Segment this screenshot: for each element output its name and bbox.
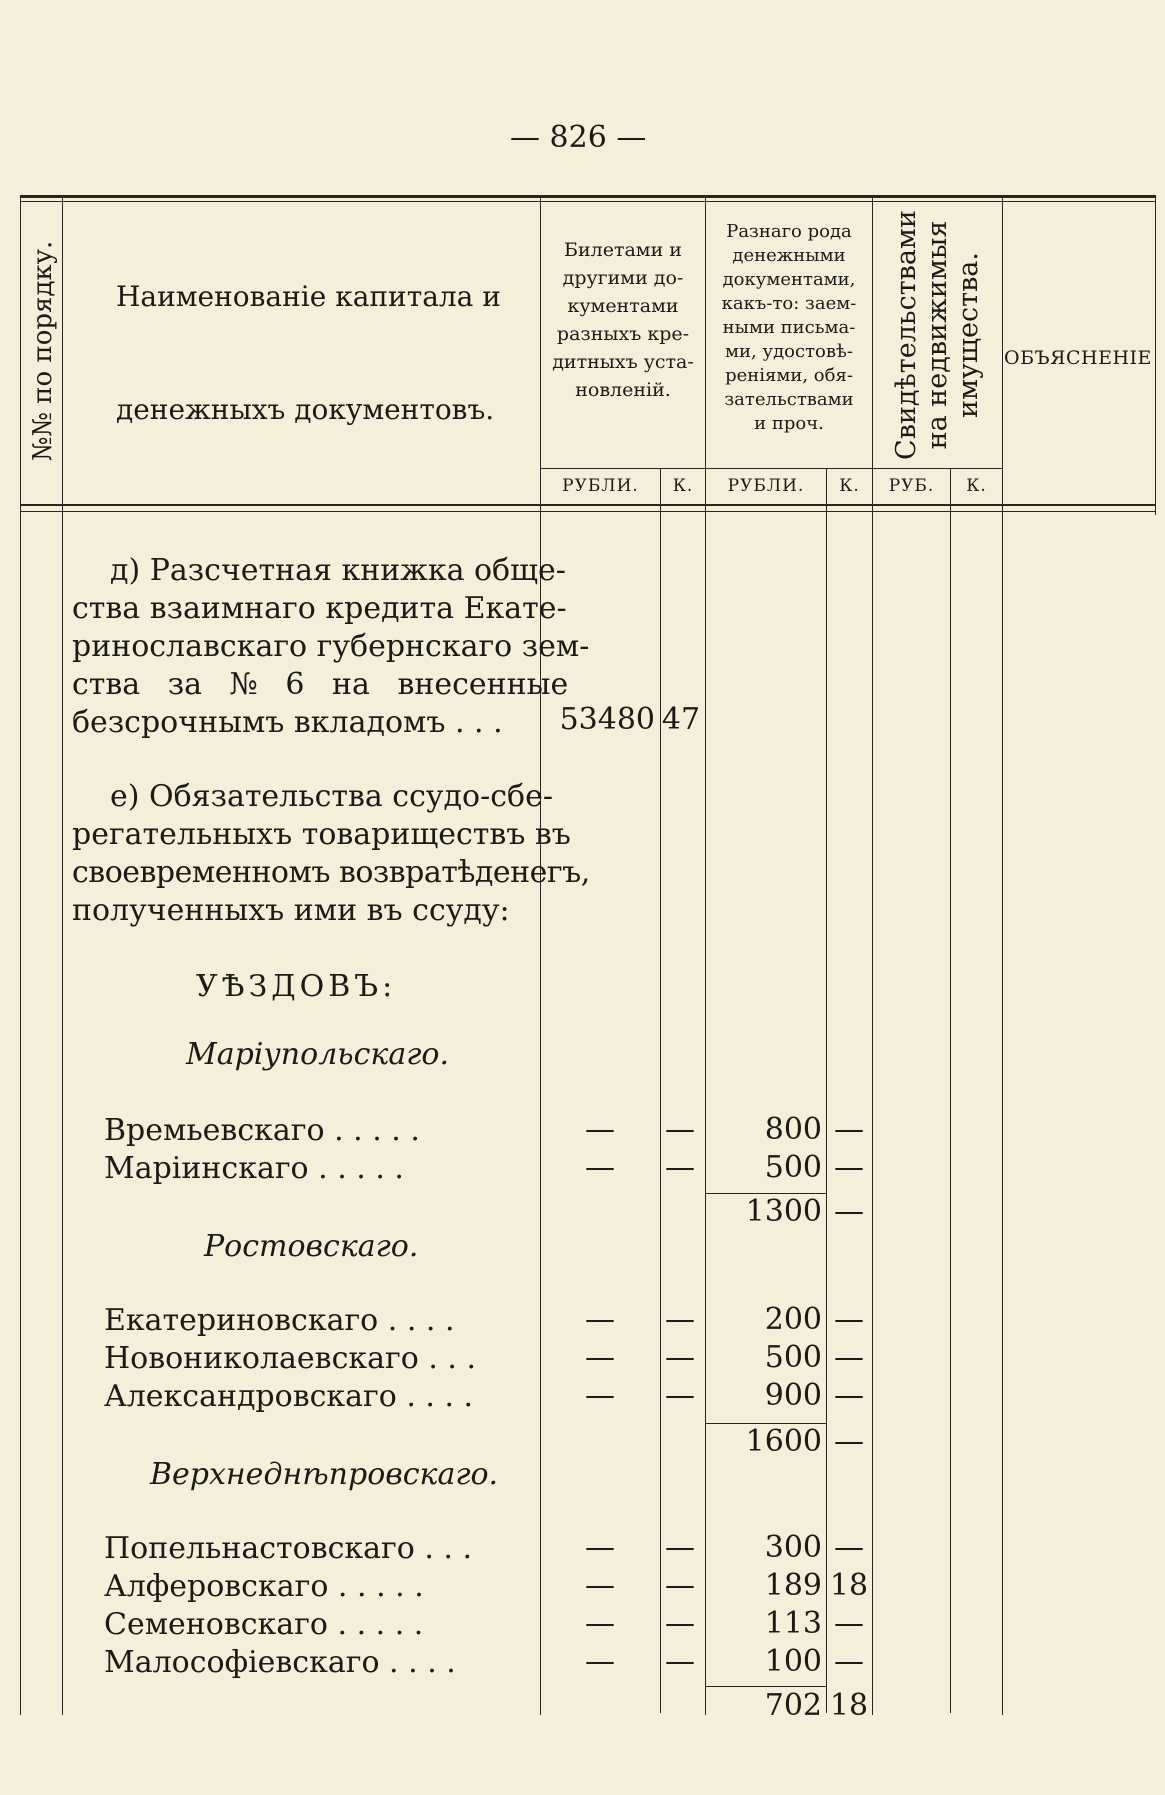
- row-c1: —: [585, 1150, 615, 1185]
- header-line: разныхъ кре-: [556, 323, 690, 345]
- header-bottom-rule: [20, 504, 1155, 506]
- group-title: Верхнеднѣпровскаго.: [150, 1457, 499, 1492]
- row-rub: 800: [764, 1112, 822, 1147]
- item-d-line: ства взаимнаго кредита Екате-: [72, 591, 567, 626]
- header-bottom-rule-thin: [20, 511, 1155, 512]
- group-title: Маріупольскаго.: [186, 1037, 449, 1072]
- group-total-rub: 702: [764, 1688, 822, 1723]
- header-col-raznago: [706, 220, 872, 436]
- row-name: Екатериновскаго . . . .: [104, 1303, 455, 1338]
- row-rub: 500: [764, 1340, 822, 1375]
- subtotal-rule: [706, 1686, 826, 1687]
- row-rub: 113: [764, 1606, 822, 1641]
- border-right: [1155, 195, 1156, 515]
- unit-k-3: К.: [966, 476, 987, 496]
- header-line: зательствами: [724, 389, 854, 410]
- item-e-line: своевременномъ возвратѣденегъ,: [72, 855, 590, 890]
- header-col-obyasnenie: ОБЪЯСНЕНІЕ: [1004, 347, 1152, 369]
- col-raznago-k-divider: [826, 468, 827, 1713]
- header-line: дитныхъ уста-: [552, 351, 694, 373]
- item-e-line: регательныхъ товариществъ въ: [72, 817, 571, 852]
- row-kop: —: [834, 1112, 864, 1147]
- item-d-line: безсрочнымъ вкладомъ . . .: [72, 705, 503, 740]
- row-rub: 500: [764, 1150, 822, 1185]
- row-c2: —: [665, 1302, 695, 1337]
- row-name: Попельнастовскаго . . .: [104, 1531, 473, 1566]
- unit-k-2: К.: [839, 476, 860, 496]
- row-rub: 200: [764, 1302, 822, 1337]
- row-rub: 189: [764, 1568, 822, 1603]
- group-title: Ростовскаго.: [204, 1229, 419, 1264]
- row-kop: —: [834, 1606, 864, 1641]
- header-line: денежными: [732, 245, 846, 266]
- row-c2: —: [665, 1644, 695, 1679]
- table-top-rule-thin: [20, 201, 1155, 202]
- row-name: Алферовскаго . . . . .: [104, 1569, 424, 1604]
- row-c1: —: [585, 1302, 615, 1337]
- row-c2: —: [665, 1378, 695, 1413]
- header-line: Разнаго рода: [726, 221, 852, 242]
- unit-row-rule: [540, 468, 1002, 469]
- item-d-kop: 47: [661, 702, 701, 737]
- row-name: Времьевскаго . . . . .: [104, 1113, 420, 1148]
- row-kop: —: [834, 1340, 864, 1375]
- row-name: Маріинскаго . . . . .: [104, 1151, 404, 1186]
- header-col-no: №№ по порядку.: [28, 240, 58, 462]
- header-col-name-line2: денежныхъ документовъ.: [116, 393, 495, 426]
- unit-k-1: К.: [672, 476, 694, 496]
- row-name: Александровскаго . . . .: [104, 1379, 474, 1414]
- item-d-line: ства за № 6 на внесенные: [72, 667, 569, 702]
- row-rub: 100: [764, 1644, 822, 1679]
- unit-rubli-1: РУБЛИ.: [562, 476, 639, 496]
- row-kop: —: [834, 1378, 864, 1413]
- row-c2: —: [665, 1112, 695, 1147]
- group-total-kop: —: [834, 1424, 864, 1459]
- border-left: [20, 195, 21, 1715]
- group-total-kop: 18: [829, 1688, 869, 1723]
- row-name: Семеновскаго . . . . .: [104, 1607, 424, 1642]
- header-line: кументами: [567, 295, 679, 317]
- header-line: документами,: [722, 269, 856, 290]
- col-raznago-divider: [872, 195, 873, 1715]
- row-rub: 300: [764, 1530, 822, 1565]
- header-col-svid-2: на недвижимыя: [922, 220, 953, 450]
- row-kop: —: [834, 1150, 864, 1185]
- row-c1: —: [585, 1606, 615, 1641]
- row-name: Малософіевскаго . . . .: [104, 1645, 456, 1680]
- header-line: новленій.: [575, 379, 671, 401]
- col-bilety-k-divider: [660, 468, 661, 1713]
- row-c2: —: [665, 1530, 695, 1565]
- group-total-kop: —: [834, 1194, 864, 1229]
- item-e-line: е) Обязательства ссудо-сбе-: [110, 779, 553, 814]
- row-kop: —: [834, 1644, 864, 1679]
- header-col-bilety: [541, 238, 705, 402]
- header-col-svid-1: Свидѣтельствами: [891, 210, 922, 460]
- row-c1: —: [585, 1568, 615, 1603]
- page-number: — 826 —: [510, 120, 647, 155]
- group-total-rub: 1600: [745, 1424, 822, 1459]
- table-top-rule: [20, 195, 1155, 198]
- row-c2: —: [665, 1606, 695, 1641]
- uezdov-heading: УѢЗДОВЪ:: [196, 969, 397, 1004]
- group-total-rub: 1300: [745, 1194, 822, 1229]
- row-c1: —: [585, 1340, 615, 1375]
- header-line: ми, удостовѣ-: [725, 341, 853, 362]
- row-kop: 18: [829, 1568, 869, 1603]
- item-d-rubli: 53480: [559, 702, 655, 737]
- row-rub: 900: [764, 1378, 822, 1413]
- row-c2: —: [665, 1150, 695, 1185]
- header-line: какъ-то: заем-: [721, 293, 857, 314]
- col-no-divider: [62, 195, 63, 1715]
- row-kop: —: [834, 1530, 864, 1565]
- unit-rub-3: РУБ.: [888, 476, 935, 496]
- header-col-svid-3: имущества.: [953, 252, 984, 418]
- col-name-divider: [540, 195, 541, 1715]
- item-d-line: ринославскаго губернскаго зем-: [72, 629, 590, 664]
- header-line: реніями, обя-: [725, 365, 853, 386]
- header-line: ными письма-: [722, 317, 856, 338]
- item-d-line: д) Разсчетная книжка обще-: [110, 553, 566, 588]
- row-name: Новониколаевскаго . . .: [104, 1341, 476, 1376]
- row-c1: —: [585, 1530, 615, 1565]
- header-line: Билетами и: [564, 239, 682, 261]
- col-svid-divider: [1002, 195, 1003, 1715]
- row-c2: —: [665, 1340, 695, 1375]
- header-line: и проч.: [754, 413, 824, 434]
- header-col-name-line1: Наименованіе капитала и: [116, 280, 501, 313]
- row-kop: —: [834, 1302, 864, 1337]
- row-c1: —: [585, 1644, 615, 1679]
- header-line: другими до-: [562, 267, 684, 289]
- unit-rubli-2: РУБЛИ.: [727, 476, 805, 496]
- item-e-line: полученныхъ ими въ ссуду:: [72, 893, 510, 928]
- row-c2: —: [665, 1568, 695, 1603]
- row-c1: —: [585, 1112, 615, 1147]
- col-svid-k-divider: [950, 468, 951, 1713]
- row-c1: —: [585, 1378, 615, 1413]
